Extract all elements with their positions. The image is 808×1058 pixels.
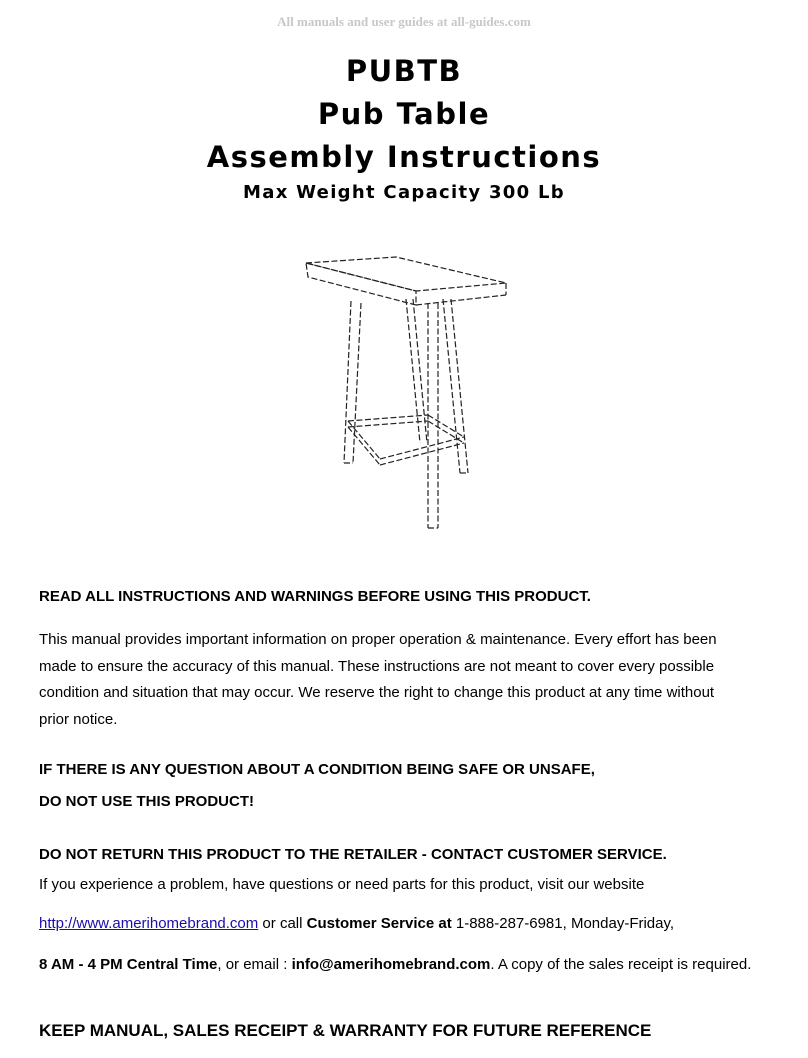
intro-line: made to ensure the accuracy of this manual. These instructions are not meant to cover every possible [39, 657, 715, 675]
keep-manual-notice: KEEP MANUAL, SALES RECEIPT & WARRANTY FOR FUTURE REFERENCE [39, 1021, 652, 1040]
document-title: Assembly Instructions [206, 140, 602, 174]
or-call-text: or call [258, 915, 307, 932]
pub-table-illustration [288, 233, 512, 551]
contact-line [39, 915, 779, 932]
product-title: Pub Table [317, 97, 491, 131]
website-link[interactable]: http://www.amerihomebrand.com [39, 915, 259, 932]
safety-question-line2: DO NOT USE THIS PRODUCT! [39, 793, 255, 810]
phone-days: 1-888-287-6981, Monday-Friday, [451, 915, 675, 932]
safety-question-line1: IF THERE IS ANY QUESTION ABOUT A CONDITION BEING SAFE OR UNSAFE, [39, 761, 595, 778]
intro-paragraph [39, 627, 779, 733]
no-return-warning: DO NOT RETURN THIS PRODUCT TO THE RETAILER - CONTACT CUSTOMER SERVICE. [39, 846, 667, 863]
hours-line [39, 956, 779, 973]
support-email[interactable]: info@amerihomebrand.com [291, 956, 491, 973]
customer-service-label: Customer Service at [306, 915, 452, 932]
intro-line: condition and situation that may occur. We reserve the right to change this product at any time without [39, 684, 715, 701]
intro-line: This manual provides important information on proper operation & maintenance. Every effort has been [39, 631, 717, 648]
problem-line: If you experience a problem, have questions or need parts for this product, visit our website [39, 876, 645, 893]
intro-line: prior notice. [39, 710, 118, 728]
model-title: PUBTB [345, 54, 463, 88]
read-all-warning: READ ALL INSTRUCTIONS AND WARNINGS BEFORE USING THIS PRODUCT. [39, 588, 591, 605]
weight-capacity: Max Weight Capacity 300 Lb [243, 182, 565, 203]
or-email-text: , or email : [217, 956, 292, 973]
watermark: All manuals and user guides at all-guides.com [277, 14, 531, 29]
receipt-note: . A copy of the sales receipt is required. [490, 956, 752, 973]
service-hours: 8 AM - 4 PM Central Time [39, 956, 218, 973]
